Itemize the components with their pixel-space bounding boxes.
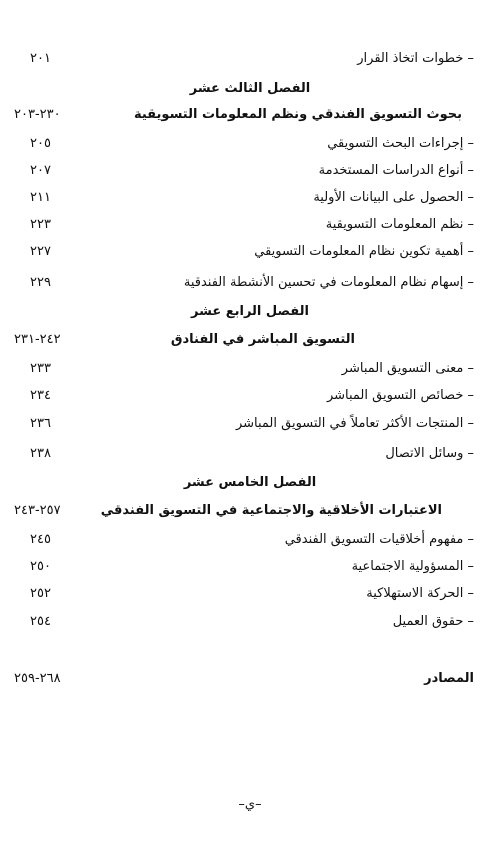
toc-entry-title: – المسؤولية الاجتماعية	[351, 559, 474, 574]
toc-entry-title: – الحصول على البيانات الأولية	[313, 190, 474, 205]
toc-section-title: التسويق المباشر في الفنادق	[170, 332, 355, 347]
toc-entry-title: – حقوق العميل	[392, 614, 474, 629]
toc-entry	[0, 556, 500, 578]
toc-entry-title: – أهمية تكوين نظام المعلومات التسويقي	[254, 244, 474, 259]
toc-entry	[0, 583, 500, 605]
chapter-heading: الفصل الخامس عشر	[183, 475, 317, 490]
toc-entry-title: – معنى التسويق المباشر	[341, 361, 474, 376]
toc-entry-page: ٢١١	[30, 190, 51, 205]
toc-entry	[0, 443, 500, 465]
toc-entry-page: ٢٠٥	[30, 136, 51, 151]
toc-entry	[0, 413, 500, 435]
toc-entry-page: ٢٢٩	[30, 275, 51, 290]
toc-entry	[0, 611, 500, 633]
toc-entry	[0, 187, 500, 209]
toc-sources-title: المصادر	[424, 671, 474, 686]
toc-entry-title: – إجراءات البحث التسويقي	[327, 136, 474, 151]
toc-section-page: ٢٤٢-٢٣١	[14, 332, 61, 347]
toc-entry	[0, 160, 500, 182]
toc-sources-page: ٢٦٨-٢٥٩	[14, 671, 61, 686]
toc-entry	[0, 133, 500, 155]
toc-entry-page: ٢٢٣	[30, 217, 51, 232]
toc-entry	[0, 214, 500, 236]
toc-entry-title: – مفهوم أخلاقيات التسويق الفندقي	[284, 532, 474, 547]
toc-entry-title: – المنتجات الأكثر تعاملاً في التسويق المباشر	[235, 416, 474, 431]
toc-section-title: الاعتبارات الأخلاقية والاجتماعية في التسويق الفندقي	[100, 503, 442, 518]
toc-section-page: ٢٥٧-٢٤٣	[14, 503, 61, 518]
toc-section	[0, 500, 500, 522]
toc-entry-page: ٢٣٦	[30, 416, 51, 431]
toc-entry	[0, 241, 500, 263]
toc-entry-title: – نظم المعلومات التسويقية	[325, 217, 474, 232]
toc-entry-title: – خطوات اتخاذ القرار	[357, 51, 474, 66]
toc-entry-title: – الحركة الاستهلاكية	[366, 586, 474, 601]
page-number: –ي–	[238, 797, 262, 812]
toc-entry-page: ٢٤٥	[30, 532, 51, 547]
toc-entry-title: – وسائل الاتصال	[385, 446, 474, 461]
toc-entry	[0, 358, 500, 380]
chapter-heading: الفصل الرابع عشر	[191, 304, 309, 319]
toc-entry	[0, 529, 500, 551]
toc-entry-title: – أنواع الدراسات المستخدمة	[318, 163, 474, 178]
chapter-heading: الفصل الثالث عشر	[189, 81, 311, 96]
toc-section	[0, 104, 500, 126]
toc-entry-title: – خصائص التسويق المباشر	[326, 388, 474, 403]
toc-section-page: ٢٣٠-٢٠٣	[14, 107, 61, 122]
toc-entry-page: ٢٣٣	[30, 361, 51, 376]
toc-entry	[0, 385, 500, 407]
toc-entry-title: – إسهام نظام المعلومات في تحسين الأنشطة الفندقية	[183, 275, 474, 290]
toc-sources	[0, 668, 500, 690]
toc-section	[0, 329, 500, 351]
toc-entry-page: ٢٠١	[30, 51, 51, 66]
toc-entry	[0, 48, 500, 70]
toc-entry-page: ٢٣٤	[30, 388, 51, 403]
toc-entry-page: ٢٠٧	[30, 163, 51, 178]
toc-entry	[0, 272, 500, 294]
toc-entry-page: ٢٥٠	[30, 559, 51, 574]
toc-section-title: بحوث التسويق الفندقي ونظم المعلومات التسويقية	[133, 107, 462, 122]
toc-entry-page: ٢٣٨	[30, 446, 51, 461]
toc-entry-page: ٢٥٢	[30, 586, 51, 601]
toc-entry-page: ٢٢٧	[30, 244, 51, 259]
toc-entry-page: ٢٥٤	[30, 614, 51, 629]
